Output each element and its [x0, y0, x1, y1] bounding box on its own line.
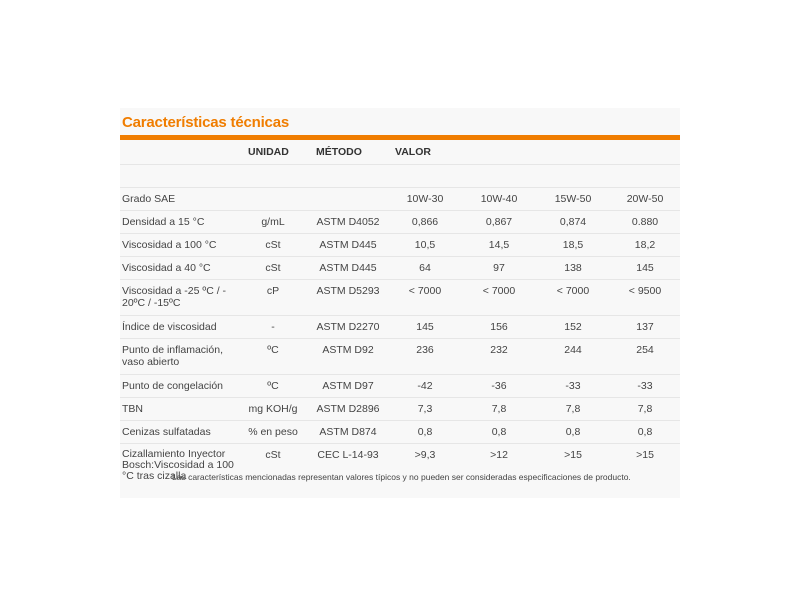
value-cell: 156 [462, 316, 536, 339]
param-cell: Punto de congelación [120, 375, 238, 398]
table-header-row [120, 140, 680, 165]
section-title: Características técnicas [122, 114, 289, 131]
value-cell: -36 [462, 375, 536, 398]
param-cell: Densidad a 15 °C [120, 211, 238, 234]
header-empty-3 [610, 140, 680, 165]
method-cell: ASTM D2896 [308, 398, 388, 421]
table-row [120, 188, 680, 211]
value-cell: 20W-50 [610, 188, 680, 211]
param-cell: Cizallamiento Inyector Bosch:Viscosidad a 100 °C tras cizalla [120, 444, 238, 490]
header-unidad: UNIDAD [248, 146, 289, 158]
unit-cell: ºC [238, 339, 308, 375]
method-cell: ASTM D5293 [308, 280, 388, 316]
value-cell: 10,5 [388, 234, 462, 257]
method-cell: ASTM D2270 [308, 316, 388, 339]
value-cell: 0,8 [462, 421, 536, 444]
value-cell: 10W-30 [388, 188, 462, 211]
value-cell: < 7000 [462, 280, 536, 316]
value-cell: 97 [462, 257, 536, 280]
value-cell: 0,867 [462, 211, 536, 234]
value-cell: >15 [610, 444, 680, 490]
param-cell: Viscosidad a 40 °C [120, 257, 238, 280]
method-cell: ASTM D445 [308, 234, 388, 257]
value-cell: < 9500 [610, 280, 680, 316]
param-cell: Viscosidad a -25 ºC / - 20ºC / -15ºC [120, 280, 238, 316]
method-cell: ASTM D4052 [308, 211, 388, 234]
unit-cell: cSt [238, 234, 308, 257]
value-cell: 236 [388, 339, 462, 375]
param-cell: Índice de viscosidad [120, 316, 238, 339]
header-empty-1 [462, 140, 536, 165]
unit-cell: cSt [238, 257, 308, 280]
value-cell: 0,8 [536, 421, 610, 444]
param-cell: Punto de inflamación, vaso abierto [120, 339, 238, 375]
value-cell: 7,3 [388, 398, 462, 421]
param-cell: Cenizas sulfatadas [120, 421, 238, 444]
specs-table [120, 140, 680, 489]
value-cell: -33 [536, 375, 610, 398]
value-cell: 138 [536, 257, 610, 280]
value-cell: 152 [536, 316, 610, 339]
value-cell: 0,8 [388, 421, 462, 444]
value-cell: 14,5 [462, 234, 536, 257]
unit-cell: % en peso [238, 421, 308, 444]
value-cell: -42 [388, 375, 462, 398]
unit-cell [238, 188, 308, 211]
table-row [120, 257, 680, 280]
value-cell: 0,866 [388, 211, 462, 234]
value-cell: 7,8 [462, 398, 536, 421]
table-row [120, 421, 680, 444]
method-cell: ASTM D97 [308, 375, 388, 398]
value-cell: 18,5 [536, 234, 610, 257]
method-cell [308, 188, 388, 211]
table-row [120, 316, 680, 339]
value-cell: 145 [610, 257, 680, 280]
table-row [120, 444, 680, 490]
footnote: Las características mencionadas representan valores típicos y no pueden ser consideradas especificaciones de producto. [172, 472, 631, 482]
table-row [120, 339, 680, 375]
value-cell: 244 [536, 339, 610, 375]
table-row [120, 211, 680, 234]
value-cell: 254 [610, 339, 680, 375]
value-cell: >9,3 [388, 444, 462, 490]
param-cell: Viscosidad a 100 °C [120, 234, 238, 257]
header-param [120, 140, 238, 165]
table-row [120, 375, 680, 398]
header-metodo: MÉTODO [316, 146, 362, 158]
unit-cell: g/mL [238, 211, 308, 234]
unit-cell: ºC [238, 375, 308, 398]
value-cell: -33 [610, 375, 680, 398]
spacer-cell [120, 165, 680, 188]
param-cell: TBN [120, 398, 238, 421]
table-row [120, 280, 680, 316]
value-cell: >15 [536, 444, 610, 490]
value-cell: 137 [610, 316, 680, 339]
table-row [120, 398, 680, 421]
value-cell: 18,2 [610, 234, 680, 257]
value-cell: 64 [388, 257, 462, 280]
method-cell: ASTM D92 [308, 339, 388, 375]
value-cell: 145 [388, 316, 462, 339]
method-cell: ASTM D874 [308, 421, 388, 444]
value-cell: < 7000 [536, 280, 610, 316]
table-spacer-row [120, 165, 680, 188]
param-cell: Grado SAE [120, 188, 238, 211]
unit-cell: cP [238, 280, 308, 316]
value-cell: 232 [462, 339, 536, 375]
value-cell: 0,874 [536, 211, 610, 234]
header-valor: VALOR [395, 146, 431, 158]
unit-cell: mg KOH/g [238, 398, 308, 421]
table-row [120, 234, 680, 257]
value-cell: 0.880 [610, 211, 680, 234]
value-cell: 7,8 [536, 398, 610, 421]
unit-cell: - [238, 316, 308, 339]
header-empty-2 [536, 140, 610, 165]
value-cell: 15W-50 [536, 188, 610, 211]
value-cell: < 7000 [388, 280, 462, 316]
value-cell: >12 [462, 444, 536, 490]
method-cell: ASTM D445 [308, 257, 388, 280]
value-cell: 10W-40 [462, 188, 536, 211]
value-cell: 0,8 [610, 421, 680, 444]
unit-cell: cSt [238, 444, 308, 490]
method-cell: CEC L-14-93 [308, 444, 388, 490]
value-cell: 7,8 [610, 398, 680, 421]
